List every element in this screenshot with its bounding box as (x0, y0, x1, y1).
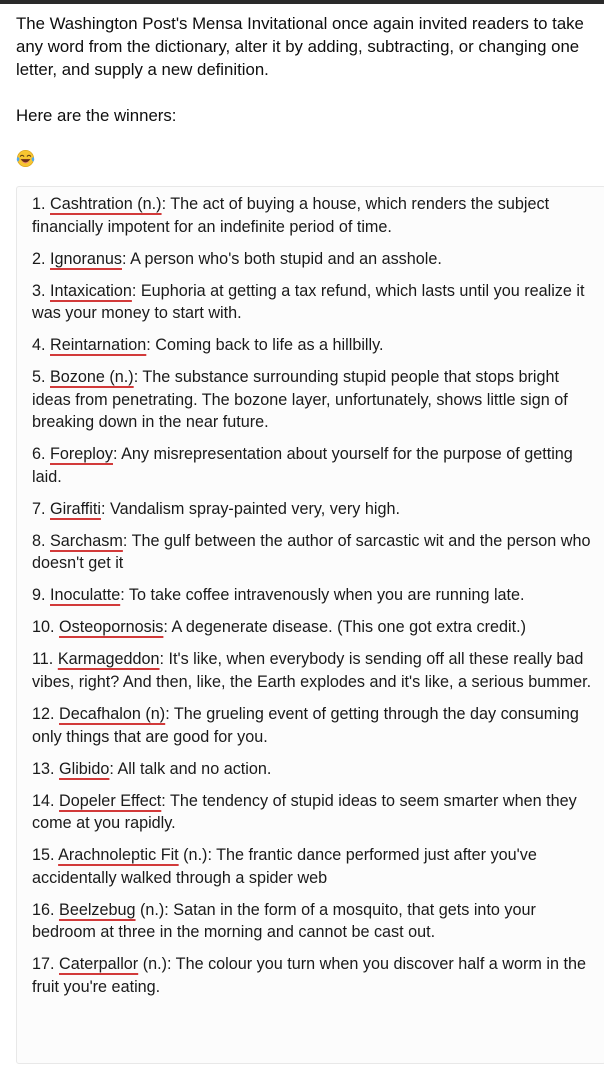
entry-definition: : A person who's both stupid and an asshole. (122, 249, 442, 268)
entry-number: 11. (32, 650, 58, 669)
winners-line: Here are the winners: (16, 106, 177, 125)
entry-term: Sarchasm (50, 531, 123, 550)
intro-paragraph: The Washington Post's Mensa Invitational once again invited readers to take any word from the dictionary, alter it by adding, subtracting, or changing one letter, and supply a new definition. (16, 14, 584, 79)
entry-number: 5. (32, 368, 50, 387)
entry-term: Intaxication (50, 281, 132, 300)
entry-term: Karmageddon (57, 650, 160, 669)
entry-number: 12. (32, 704, 60, 723)
entry-definition: : The act of buying a house, which renders the subject financially impotent for an indefinite period of time. (32, 195, 550, 236)
entry-definition: : Vandalism spray-painted very, very high. (100, 499, 400, 518)
entry-term: Ignoranus (50, 249, 122, 268)
entry-definition: : To take coffee intravenously when you are running late. (120, 586, 525, 605)
entry-definition: : A degenerate disease. (This one got extra credit.) (163, 618, 527, 637)
entry-definition: : It's like, when everybody is sending off all these really bad vibes, right? And then, like, the Earth explodes and it's like, a serious bummer. (32, 650, 592, 691)
list-item (32, 648, 598, 693)
list-item (32, 366, 598, 434)
entry-term: Dopeler Effect (59, 791, 162, 810)
entry-term: Decafhalon (n) (59, 704, 166, 723)
list-item (32, 443, 598, 488)
entry-term: Reintarnation (50, 336, 147, 355)
entry-number: 7. (32, 499, 50, 518)
winners-list (32, 193, 598, 1008)
list-item (32, 616, 598, 639)
list-item (32, 193, 598, 238)
list-item (32, 498, 598, 521)
entry-definition: : Euphoria at getting a tax refund, which lasts until you realize it was your money to start with. (32, 281, 585, 323)
entry-number: 6. (32, 445, 50, 464)
entry-definition: : The grueling event of getting through the day consuming only things that are good for you. (32, 704, 579, 746)
entry-term: Giraffiti (50, 499, 101, 518)
entry-number: 14. (32, 791, 60, 810)
top-divider (0, 0, 604, 4)
entry-term: Beelzebug (59, 900, 136, 919)
entry-number: 13. (32, 759, 60, 778)
entry-definition: (n.): The frantic dance performed just after you've accidentally walked through a spider web (32, 846, 537, 887)
entry-definition: (n.): Satan in the form of a mosquito, that gets into your bedroom at three in the morning and cannot be cast out. (32, 900, 536, 942)
list-item (32, 953, 598, 998)
entry-number: 15. (32, 846, 59, 865)
list-item (32, 248, 598, 271)
list-item (32, 530, 598, 575)
entry-term: Osteopornosis (59, 618, 164, 637)
list-item (32, 790, 598, 835)
list-item (32, 758, 598, 781)
entry-definition: : The substance surrounding stupid people that stops bright ideas from penetrating. The bozone layer, unfortunately, shows little sign of breaking down in the near future. (32, 368, 568, 432)
entry-term: Caterpallor (59, 955, 139, 974)
list-item (32, 703, 598, 748)
entry-number: 9. (32, 586, 50, 605)
post-text (16, 12, 600, 127)
face-with-tears-of-joy-icon (16, 149, 35, 168)
entry-number: 16. (32, 900, 60, 919)
list-item (32, 899, 598, 944)
entry-definition: : The tendency of stupid ideas to seem smarter when they come at you rapidly. (32, 791, 577, 833)
entry-term: Glibido (59, 759, 110, 778)
list-item (32, 334, 598, 357)
entry-number: 4. (32, 336, 50, 355)
entry-number: 10. (32, 618, 60, 637)
entry-term: Arachnoleptic Fit (58, 846, 179, 865)
list-item (32, 280, 598, 325)
list-item (32, 844, 598, 889)
entry-number: 1. (32, 195, 50, 213)
entry-term: Inoculatte (50, 586, 121, 605)
entry-term: Foreploy (50, 445, 113, 464)
entry-number: 3. (32, 281, 50, 300)
entry-number: 2. (32, 249, 50, 268)
entry-term: Bozone (n.) (50, 368, 134, 387)
entry-number: 17. (32, 955, 60, 974)
entry-number: 8. (32, 531, 50, 550)
entry-definition: : All talk and no action. (109, 759, 272, 778)
entry-definition: : The gulf between the author of sarcastic wit and the person who doesn't get it (32, 531, 591, 573)
entry-definition: : Coming back to life as a hillbilly. (146, 336, 384, 355)
entry-definition: : Any misrepresentation about yourself for the purpose of getting laid. (32, 445, 573, 486)
list-item (32, 584, 598, 607)
entry-term: Cashtration (n.) (50, 195, 162, 213)
entry-definition: (n.): The colour you turn when you discover half a worm in the fruit you're eating. (32, 955, 586, 996)
